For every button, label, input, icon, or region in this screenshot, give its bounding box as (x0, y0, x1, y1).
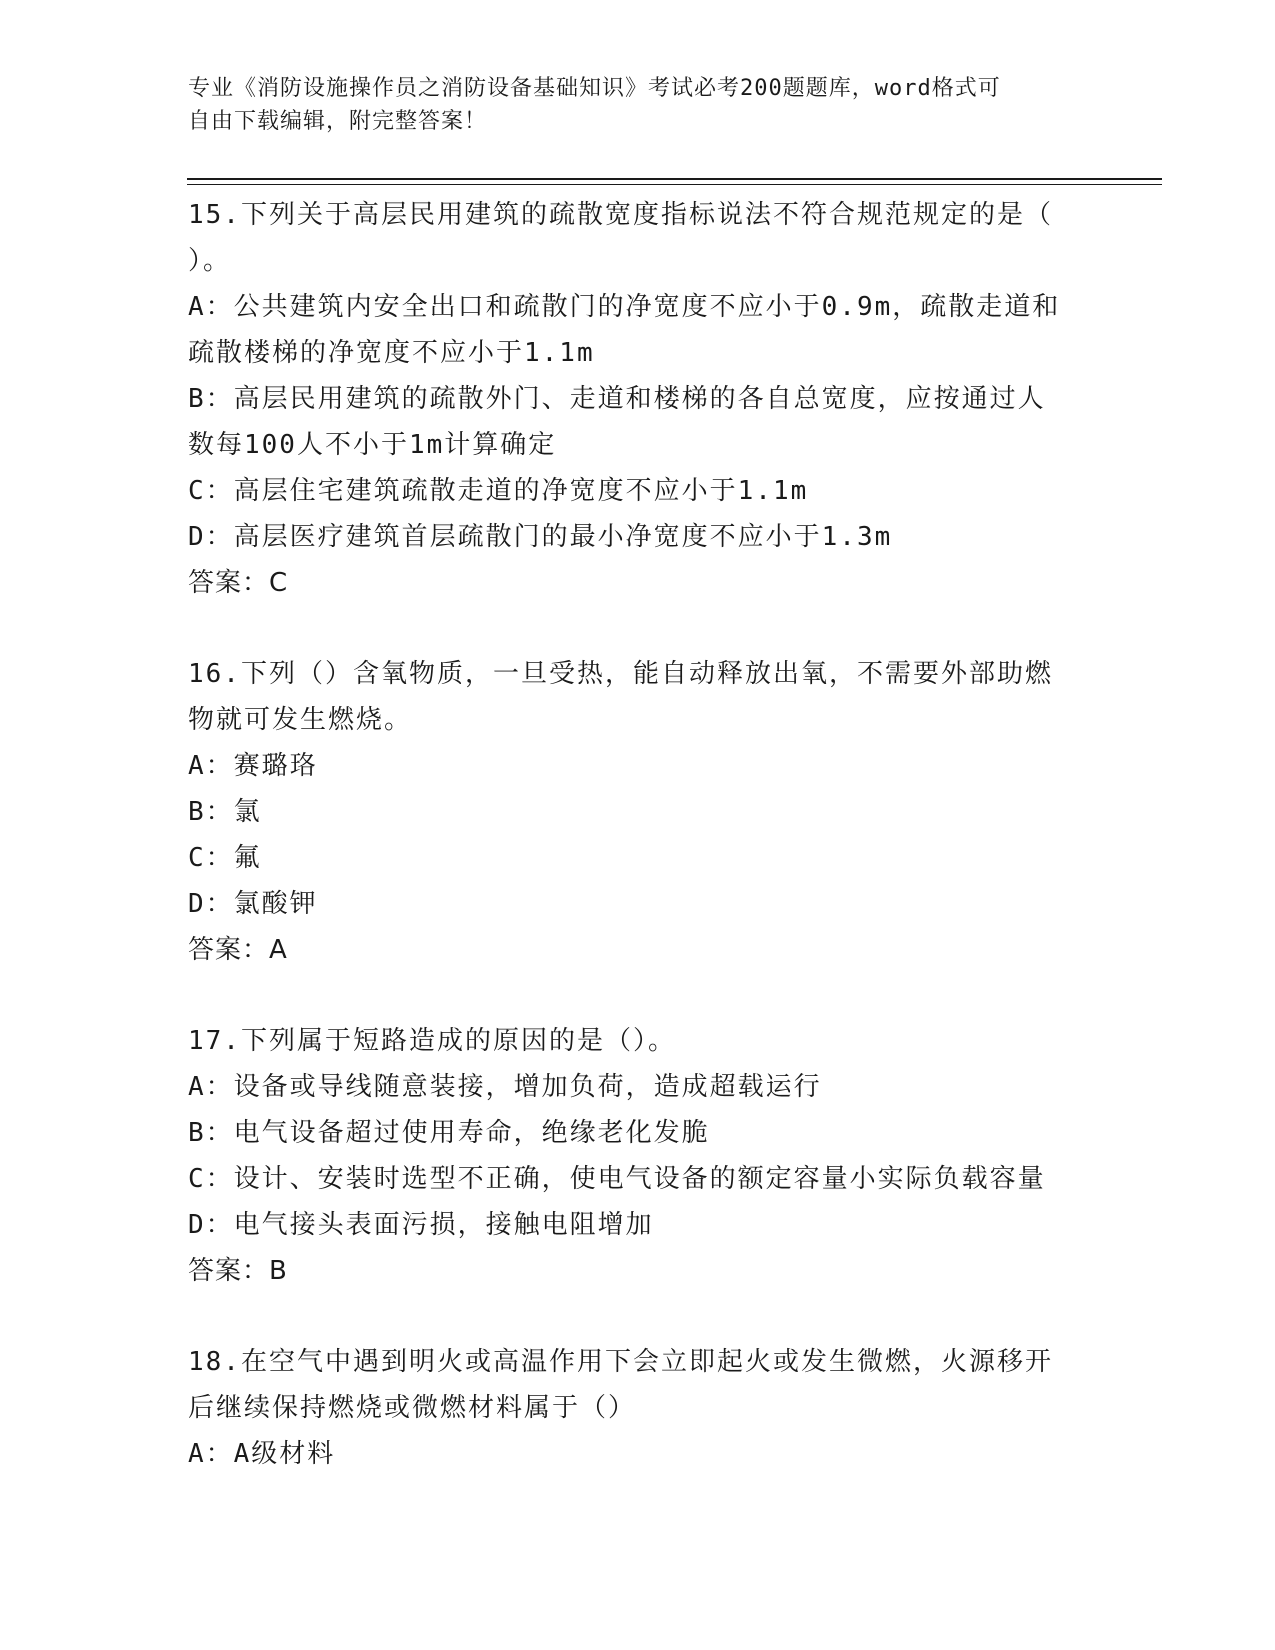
question-list (188, 192, 1088, 1477)
option-text: D：氯酸钾 (188, 889, 318, 919)
header-line-1: 专业《消防设施操作员之消防设备基础知识》考试必考200题题库，word格式可 (188, 76, 1001, 101)
answer-text: 答案：C (188, 568, 289, 598)
question-spacer (188, 606, 1088, 651)
question-item (188, 192, 1088, 606)
question-text: 后继续保持燃烧或微燃材料属于（） (188, 1393, 637, 1423)
header-line-2: 自由下载编辑，附完整答案！ (188, 109, 488, 134)
question-text: 16.下列（）含氧物质，一旦受热，能自动释放出氧，不需要外部助燃 (188, 659, 1053, 689)
question-item (188, 651, 1088, 973)
header-divider-thick (187, 178, 1162, 180)
question-text: 18.在空气中遇到明火或高温作用下会立即起火或发生微燃，火源移开 (188, 1347, 1053, 1377)
question-item (188, 1339, 1088, 1477)
question-text: ）。 (188, 246, 232, 276)
option-text: A：赛璐珞 (188, 751, 318, 781)
question-text: 17.下列属于短路造成的原因的是（）。 (188, 1026, 676, 1056)
question-spacer (188, 1294, 1088, 1339)
option-text: 疏散楼梯的净宽度不应小于1.1m (188, 338, 595, 368)
header-divider-thin (187, 184, 1162, 185)
question-item (188, 1018, 1088, 1294)
option-text: D：电气接头表面污损，接触电阻增加 (188, 1210, 654, 1240)
option-text: A：A级材料 (188, 1439, 336, 1469)
option-text: B：氯 (188, 797, 262, 827)
answer-text: 答案：A (188, 935, 288, 965)
option-text: C：设计、安装时选型不正确，使电气设备的额定容量小实际负载容量 (188, 1164, 1046, 1194)
question-text: 物就可发生燃烧。 (188, 705, 413, 735)
option-text: B：高层民用建筑的疏散外门、走道和楼梯的各自总宽度，应按通过人 (188, 384, 1046, 414)
question-spacer (188, 973, 1088, 1018)
option-text: C：高层住宅建筑疏散走道的净宽度不应小于1.1m (188, 476, 809, 506)
option-text: D：高层医疗建筑首层疏散门的最小净宽度不应小于1.3m (188, 522, 893, 552)
answer-text: 答案：B (188, 1256, 288, 1286)
question-text: 15.下列关于高层民用建筑的疏散宽度指标说法不符合规范规定的是（ (188, 200, 1053, 230)
option-text: A：公共建筑内安全出口和疏散门的净宽度不应小于0.9m，疏散走道和 (188, 292, 1061, 322)
option-text: 数每100人不小于1m计算确定 (188, 430, 557, 460)
option-text: A：设备或导线随意装接，增加负荷，造成超载运行 (188, 1072, 822, 1102)
option-text: B：电气设备超过使用寿命，绝缘老化发脆 (188, 1118, 710, 1148)
document-header (188, 72, 1088, 138)
option-text: C：氟 (188, 843, 262, 873)
